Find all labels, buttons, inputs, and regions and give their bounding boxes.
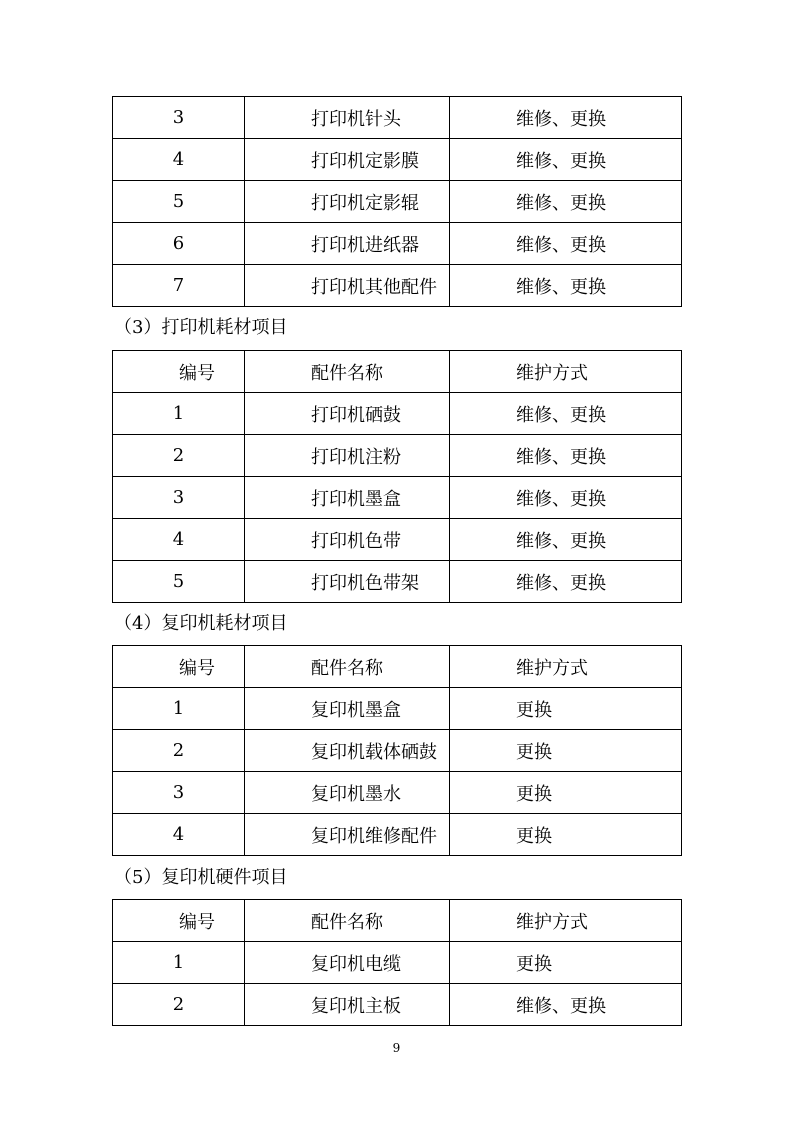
- maintenance-method: 维修、更换: [450, 561, 682, 603]
- part-name: 复印机维修配件: [245, 814, 450, 856]
- item-number: 2: [113, 984, 245, 1026]
- part-name: 打印机定影辊: [245, 181, 450, 223]
- column-header-number: 编号: [113, 646, 245, 688]
- maintenance-method: 维修、更换: [450, 435, 682, 477]
- maintenance-method: 更换: [450, 772, 682, 814]
- part-name: 打印机其他配件: [245, 265, 450, 307]
- table-header-row: [113, 351, 682, 393]
- maintenance-method: 维修、更换: [450, 984, 682, 1026]
- maintenance-method: 更换: [450, 942, 682, 984]
- item-number: 1: [113, 688, 245, 730]
- item-number: 5: [113, 181, 245, 223]
- table-header-row: [113, 900, 682, 942]
- table-row: [113, 984, 682, 1026]
- table-row: [113, 97, 682, 139]
- maintenance-method: 维修、更换: [450, 97, 682, 139]
- item-number: 1: [113, 393, 245, 435]
- table-row: [113, 223, 682, 265]
- copier-hardware-table: [112, 899, 682, 1026]
- maintenance-method: 维修、更换: [450, 477, 682, 519]
- column-header-number: 编号: [113, 900, 245, 942]
- maintenance-method: 更换: [450, 730, 682, 772]
- maintenance-method: 维修、更换: [450, 139, 682, 181]
- part-name: 打印机墨盒: [245, 477, 450, 519]
- maintenance-method: 维修、更换: [450, 519, 682, 561]
- part-name: 复印机主板: [245, 984, 450, 1026]
- maintenance-method: 维修、更换: [450, 393, 682, 435]
- item-number: 7: [113, 265, 245, 307]
- column-header-method: 维护方式: [450, 900, 682, 942]
- maintenance-method: 维修、更换: [450, 223, 682, 265]
- column-header-number: 编号: [113, 351, 245, 393]
- part-name: 打印机注粉: [245, 435, 450, 477]
- item-number: 6: [113, 223, 245, 265]
- part-name: 打印机定影膜: [245, 139, 450, 181]
- section-heading-copier-consumables: （4）复印机耗材项目: [114, 613, 288, 634]
- part-name: 打印机进纸器: [245, 223, 450, 265]
- part-name: 打印机针头: [245, 97, 450, 139]
- column-header-part-name: 配件名称: [245, 351, 450, 393]
- item-number: 4: [113, 814, 245, 856]
- page-number: 9: [392, 1041, 401, 1055]
- maintenance-method: 维修、更换: [450, 181, 682, 223]
- printer-hardware-table-continued: [112, 96, 682, 307]
- section-heading-copier-hardware: （5）复印机硬件项目: [114, 867, 288, 888]
- item-number: 3: [113, 477, 245, 519]
- printer-consumables-table: [112, 350, 682, 603]
- table-row: [113, 730, 682, 772]
- item-number: 3: [113, 772, 245, 814]
- maintenance-method: 更换: [450, 814, 682, 856]
- table-header-row: [113, 646, 682, 688]
- part-name: 复印机载体硒鼓: [245, 730, 450, 772]
- table-row: [113, 265, 682, 307]
- column-header-method: 维护方式: [450, 351, 682, 393]
- table-row: [113, 772, 682, 814]
- item-number: 4: [113, 519, 245, 561]
- part-name: 打印机色带架: [245, 561, 450, 603]
- table-row: [113, 435, 682, 477]
- part-name: 复印机墨盒: [245, 688, 450, 730]
- item-number: 4: [113, 139, 245, 181]
- column-header-part-name: 配件名称: [245, 646, 450, 688]
- table-row: [113, 393, 682, 435]
- column-header-part-name: 配件名称: [245, 900, 450, 942]
- table-row: [113, 519, 682, 561]
- part-name: 打印机色带: [245, 519, 450, 561]
- part-name: 复印机电缆: [245, 942, 450, 984]
- table-row: [113, 561, 682, 603]
- part-name: 复印机墨水: [245, 772, 450, 814]
- copier-consumables-table: [112, 645, 682, 856]
- table-row: [113, 477, 682, 519]
- table-row: [113, 814, 682, 856]
- table-row: [113, 942, 682, 984]
- table-row: [113, 139, 682, 181]
- maintenance-method: 更换: [450, 688, 682, 730]
- item-number: 3: [113, 97, 245, 139]
- table-row: [113, 688, 682, 730]
- maintenance-method: 维修、更换: [450, 265, 682, 307]
- item-number: 1: [113, 942, 245, 984]
- table-row: [113, 181, 682, 223]
- part-name: 打印机硒鼓: [245, 393, 450, 435]
- item-number: 2: [113, 730, 245, 772]
- item-number: 2: [113, 435, 245, 477]
- item-number: 5: [113, 561, 245, 603]
- section-heading-printer-consumables: （3）打印机耗材项目: [114, 317, 288, 338]
- column-header-method: 维护方式: [450, 646, 682, 688]
